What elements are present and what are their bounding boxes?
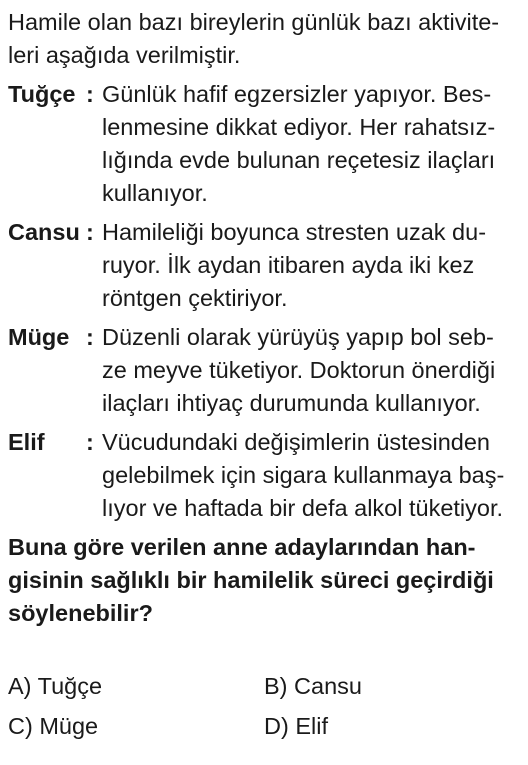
entry-line: kullanıyor. bbox=[102, 180, 208, 206]
entry-description bbox=[102, 78, 520, 210]
question-body bbox=[8, 6, 520, 630]
entry-line: Günlük hafif egzersizler yapıyor. Bes- bbox=[102, 81, 492, 107]
question-line: Buna göre verilen anne adaylarından han- bbox=[8, 534, 476, 560]
intro-text bbox=[8, 6, 520, 72]
option-b[interactable] bbox=[264, 670, 520, 710]
entry-tugce bbox=[8, 78, 520, 210]
entry-description bbox=[102, 426, 520, 525]
entry-name: Elif bbox=[8, 429, 45, 455]
entry-elif bbox=[8, 426, 520, 525]
option-letter: A) bbox=[8, 673, 32, 699]
intro-line: leri aşağıda verilmiştir. bbox=[8, 42, 241, 68]
option-letter: C) bbox=[8, 713, 33, 739]
entry-description bbox=[102, 321, 520, 420]
intro-line: Hamile olan bazı bireylerin günlük bazı aktivite- bbox=[8, 9, 500, 35]
entry-name: Tuğçe bbox=[8, 81, 76, 107]
entry-line: lığında evde bulunan reçetesiz ilaçları bbox=[102, 147, 496, 173]
entry-description bbox=[102, 216, 520, 315]
option-c[interactable] bbox=[8, 710, 264, 750]
entry-line: Hamileliği boyunca stresten uzak du- bbox=[102, 219, 487, 245]
entry-line: ruyor. İlk aydan itibaren ayda iki kez bbox=[102, 252, 475, 278]
entry-line: ilaçları ihtiyaç durumunda kullanıyor. bbox=[102, 390, 481, 416]
options-row bbox=[8, 670, 520, 710]
answer-options bbox=[8, 670, 520, 750]
entry-line: Vücudundaki değişimlerin üstesinden bbox=[102, 429, 490, 455]
entry-colon: : bbox=[86, 429, 94, 455]
option-d[interactable] bbox=[264, 710, 520, 750]
entry-line: röntgen çektiriyor. bbox=[102, 285, 288, 311]
entry-line: Düzenli olarak yürüyüş yapıp bol seb- bbox=[102, 324, 494, 350]
option-text: Elif bbox=[295, 713, 328, 739]
entry-colon: : bbox=[86, 219, 94, 245]
option-text: Cansu bbox=[294, 673, 362, 699]
entry-cansu bbox=[8, 216, 520, 315]
option-text: Müge bbox=[39, 713, 99, 739]
entry-name: Müge bbox=[8, 324, 70, 350]
entry-line: lıyor ve haftada bir defa alkol tüketiyor. bbox=[102, 495, 504, 521]
option-letter: D) bbox=[264, 713, 289, 739]
question-stem bbox=[8, 531, 520, 630]
options-row bbox=[8, 710, 520, 750]
question-line: söylenebilir? bbox=[8, 600, 153, 626]
option-letter: B) bbox=[264, 673, 288, 699]
entry-name: Cansu bbox=[8, 219, 80, 245]
entry-colon: : bbox=[86, 81, 94, 107]
entry-line: ze meyve tüketiyor. Doktorun önerdiği bbox=[102, 357, 496, 383]
question-line: gisinin sağlıklı bir hamilelik süreci geçirdiği bbox=[8, 567, 494, 593]
option-a[interactable] bbox=[8, 670, 264, 710]
entry-colon: : bbox=[86, 324, 94, 350]
entry-muge bbox=[8, 321, 520, 420]
entry-line: lenmesine dikkat ediyor. Her rahatsız- bbox=[102, 114, 496, 140]
option-text: Tuğçe bbox=[37, 673, 103, 699]
entry-line: gelebilmek için sigara kullanmaya baş- bbox=[102, 462, 505, 488]
